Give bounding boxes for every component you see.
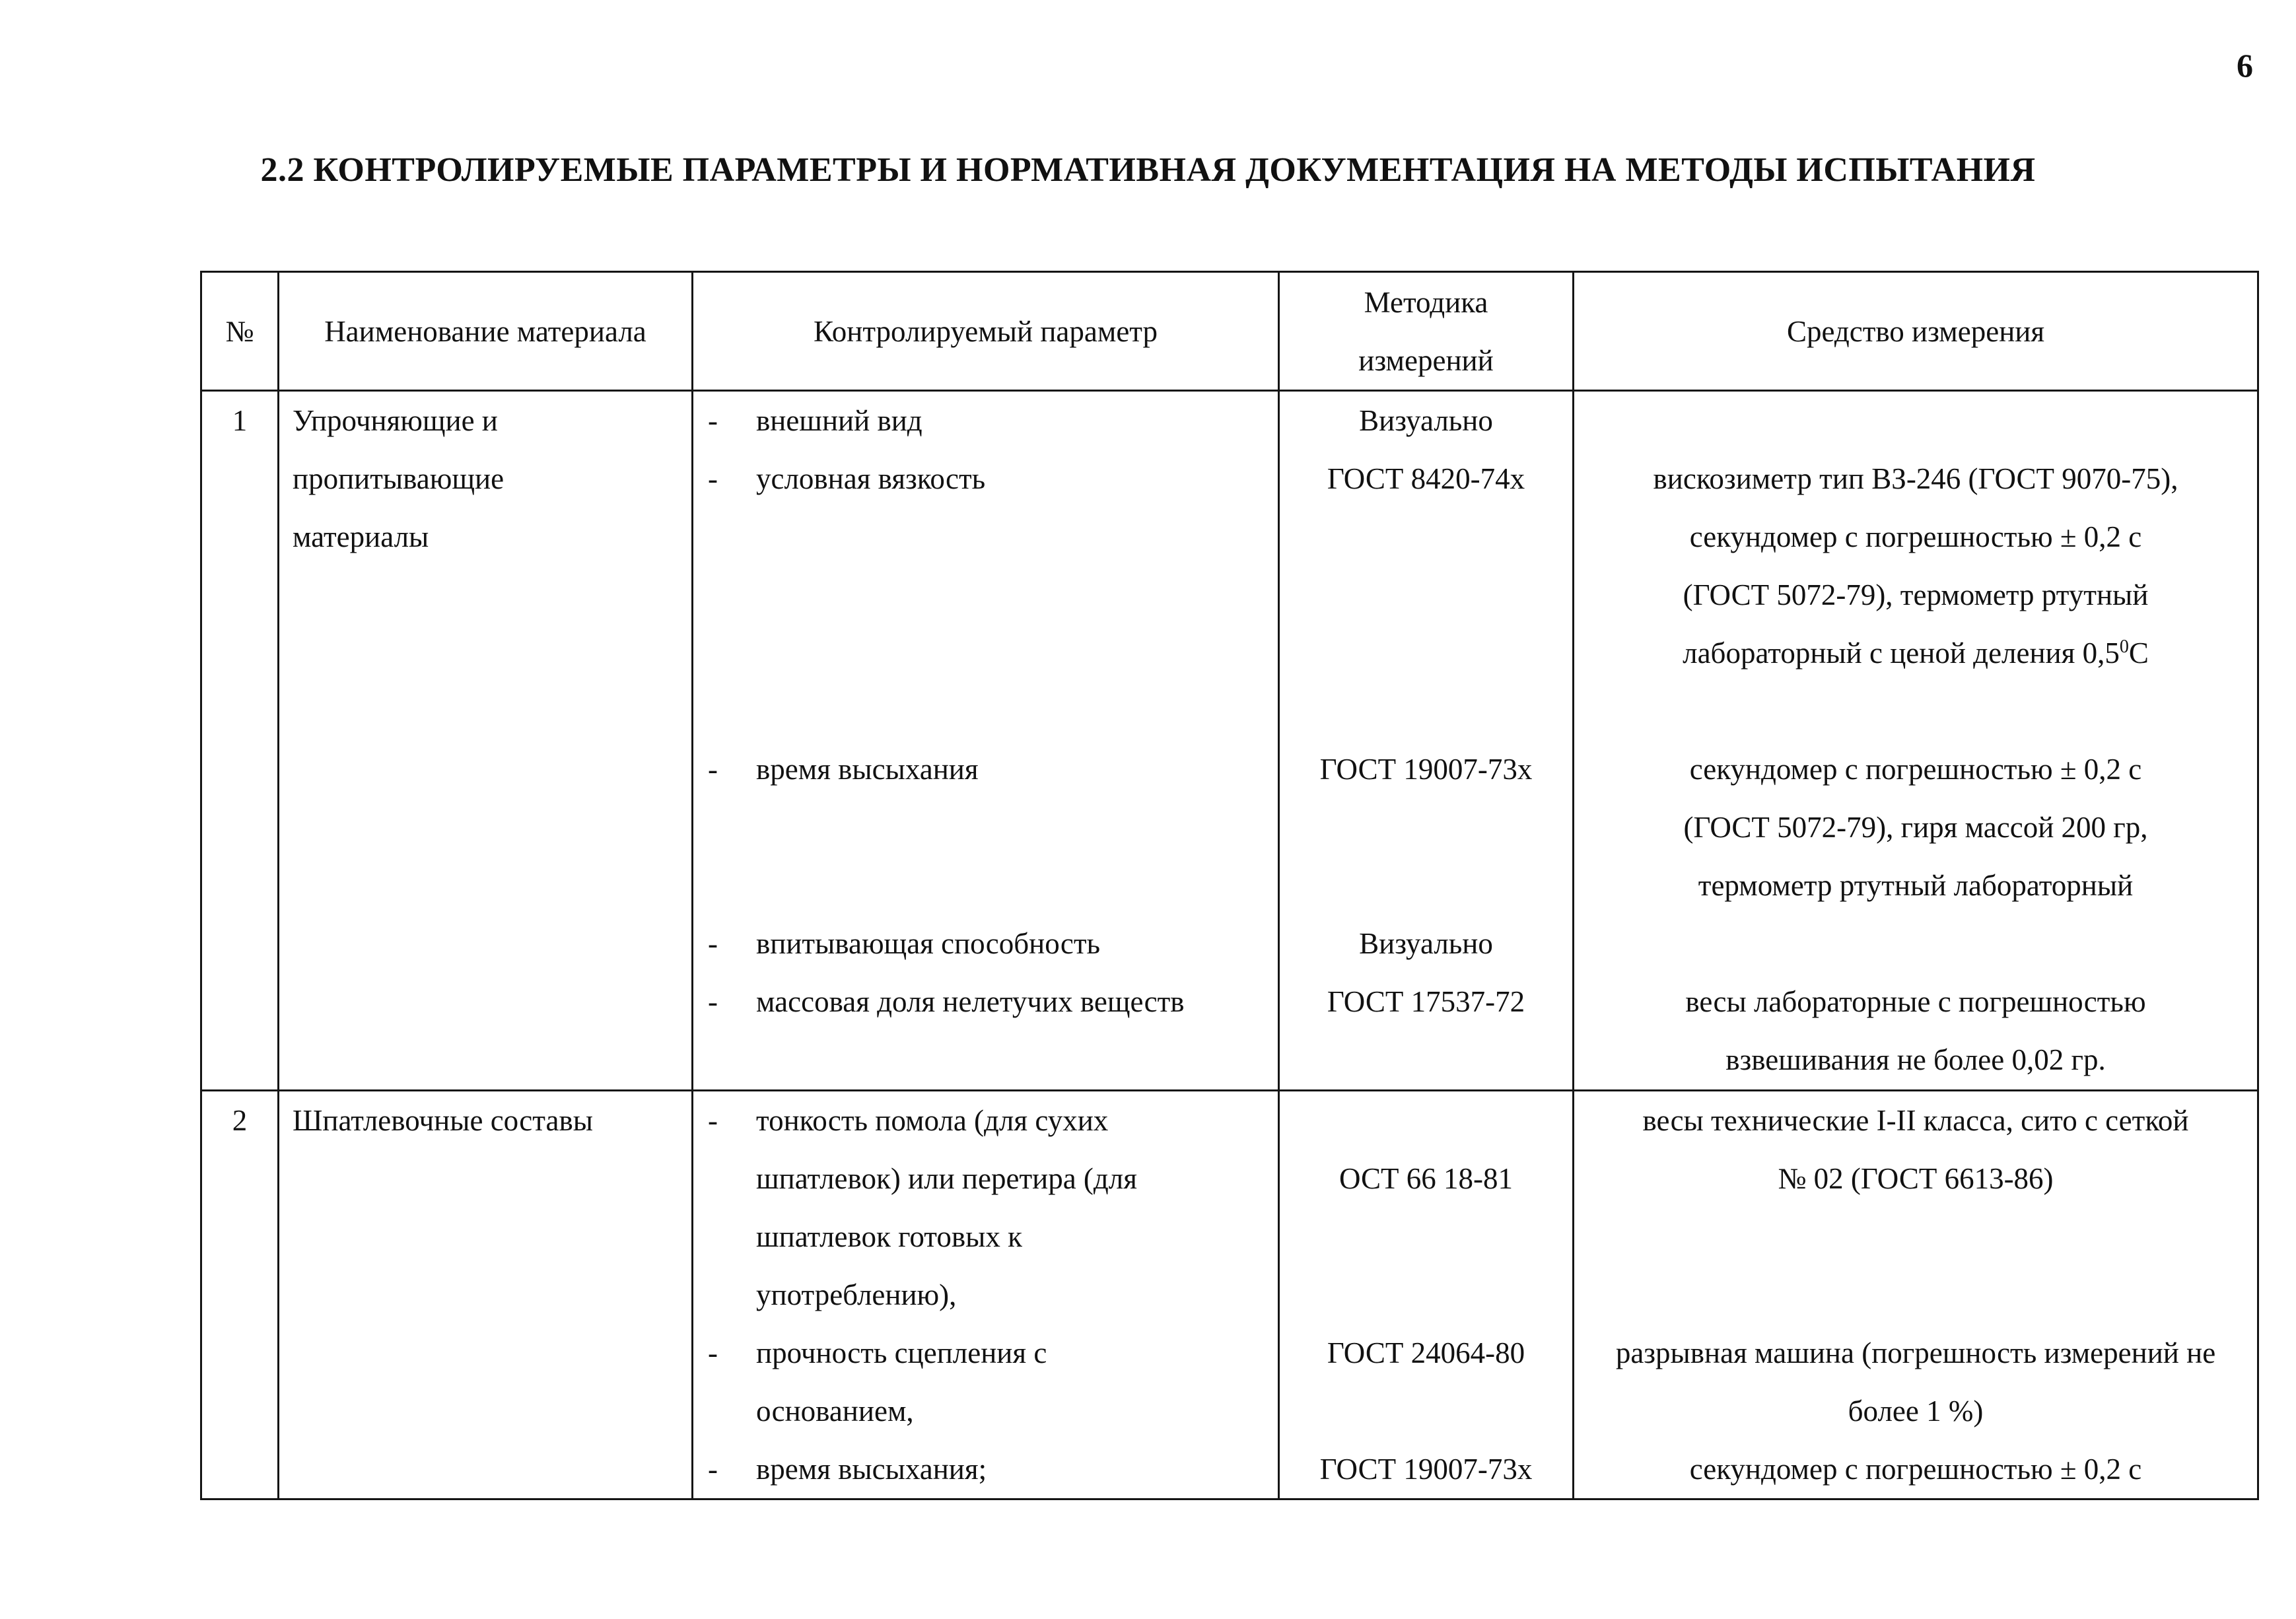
instrument-cell <box>1574 391 2258 1091</box>
header-method <box>1279 272 1574 391</box>
parameter-continuation: шпатлевок) или перетира (для <box>756 1162 1137 1195</box>
method-item: ГОСТ 19007-73х <box>1319 753 1533 786</box>
header-num: № <box>201 272 279 391</box>
table-row <box>201 391 2258 1091</box>
row-num: 1 <box>201 391 279 1091</box>
method-item: Визуально <box>1359 927 1493 960</box>
parameter-continuation: употреблению), <box>756 1278 957 1311</box>
instrument-line: № 02 (ГОСТ 6613-86) <box>1778 1162 2054 1195</box>
instrument-line: разрывная машина (погрешность измерений не <box>1615 1336 2216 1369</box>
method-item: ГОСТ 19007-73х <box>1319 1453 1533 1486</box>
parameter-item: - впитывающая способность <box>708 927 1101 960</box>
header-method-line1: Методика <box>1364 285 1488 319</box>
row-num: 2 <box>201 1091 279 1499</box>
material-cell <box>279 1091 693 1499</box>
header-instrument: Средство измерения <box>1574 272 2258 391</box>
parameter-item: - массовая доля нелетучих веществ <box>708 985 1185 1018</box>
method-item: ГОСТ 17537-72 <box>1327 985 1525 1018</box>
instrument-line: термометр ртутный лабораторный <box>1698 869 2134 902</box>
header-material: Наименование материала <box>279 272 693 391</box>
instrument-line: весы лабораторные с погрешностью <box>1685 985 2146 1018</box>
section-heading: 2.2 КОНТРОЛИРУЕМЫЕ ПАРАМЕТРЫ И НОРМАТИВНАЯ ДОКУМЕНТАЦИЯ НА МЕТОДЫ ИСПЫТАНИЯ <box>260 151 2036 189</box>
header-parameter: Контролируемый параметр <box>693 272 1279 391</box>
page-number: 6 <box>2237 47 2253 84</box>
instrument-line: весы технические I-II класса, сито с сеткой <box>1642 1104 2189 1137</box>
parameter-item: - время высыхания; <box>708 1453 987 1486</box>
instrument-line: лабораторный с ценой деления $0,5^0С$ <box>1683 637 2149 670</box>
instrument-cell <box>1574 1091 2258 1499</box>
parameter-continuation: основанием, <box>756 1395 914 1428</box>
parameter-item: - прочность сцепления с <box>708 1336 1047 1369</box>
parameter-item: - условная вязкость <box>708 462 986 495</box>
method-item: ГОСТ 24064-80 <box>1327 1336 1525 1369</box>
header-method-line2: измерений <box>1358 343 1494 377</box>
instrument-line: взвешивания не более 0,02 гр. <box>1725 1043 2106 1076</box>
material-line: пропитывающие <box>293 462 504 495</box>
method-cell <box>1279 391 1574 1091</box>
method-cell <box>1279 1091 1574 1499</box>
instrument-line: секундомер с погрешностью ± 0,2 с <box>1689 1453 2142 1486</box>
parameter-item: - тонкость помола (для сухих <box>708 1104 1109 1137</box>
material-cell <box>279 391 693 1091</box>
parameters-table <box>200 271 2259 1500</box>
parameter-continuation: шпатлевок готовых к <box>756 1220 1022 1253</box>
parameter-cell <box>693 391 1279 1091</box>
instrument-line: (ГОСТ 5072-79), термометр ртутный <box>1683 578 2149 611</box>
method-item: Визуально <box>1359 404 1493 437</box>
parameter-item: - внешний вид <box>708 404 922 437</box>
instrument-line: (ГОСТ 5072-79), гиря массой 200 гр, <box>1683 811 2148 844</box>
material-line: Упрочняющие и <box>293 404 498 437</box>
material-line: материалы <box>293 520 429 553</box>
parameter-item: - время высыхания <box>708 753 979 786</box>
table-row <box>201 1091 2258 1499</box>
instrument-line: секундомер с погрешностью ± 0,2 с <box>1689 753 2142 786</box>
table-header-row <box>201 272 2258 391</box>
parameter-cell <box>693 1091 1279 1499</box>
instrument-line: более 1 %) <box>1848 1395 1984 1428</box>
instrument-line: секундомер с погрешностью ± 0,2 с <box>1689 520 2142 553</box>
method-item: ГОСТ 8420-74х <box>1327 462 1525 495</box>
instrument-line: вискозиметр тип ВЗ-246 (ГОСТ 9070-75), <box>1653 462 2178 495</box>
method-item: ОСТ 66 18-81 <box>1339 1162 1513 1195</box>
material-line: Шпатлевочные составы <box>293 1104 593 1137</box>
